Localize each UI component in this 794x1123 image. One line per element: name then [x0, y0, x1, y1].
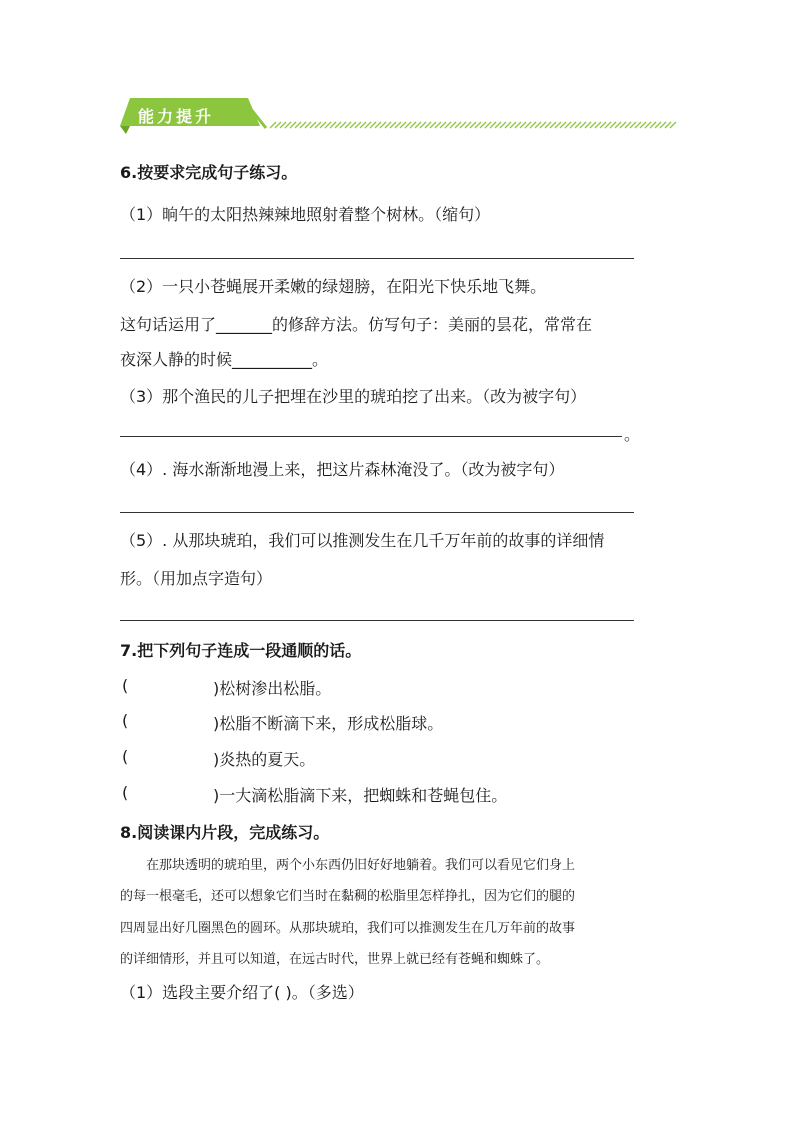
q7-open-paren: (	[122, 711, 129, 730]
q7-title: 7.把下列句子连成一段通顺的话。	[120, 641, 362, 660]
q7-item-1: )松树渗出松脂。	[213, 679, 332, 698]
banner-hatch-stripe	[270, 122, 676, 128]
q6-sentence-1: （1）晌午的太阳热辣辣地照射着整个树林。（缩句）	[120, 205, 491, 224]
q7-open-paren: (	[122, 676, 129, 695]
q6-sentence-5: （5）. 从那块琥珀，我们可以推测发生在几千万年前的故事的详细情	[120, 531, 605, 550]
q7-open-paren: (	[122, 747, 129, 766]
section-title: 能力提升	[138, 107, 215, 126]
answer-line-3[interactable]	[120, 436, 622, 437]
q7-item-4: )一大滴松脂滴下来，把蜘蛛和苍蝇包住。	[213, 786, 508, 805]
answer-line-4[interactable]	[120, 512, 634, 513]
banner-tab-tail	[120, 126, 130, 134]
passage-line: 的详细情形，并且可以知道，在远古时代，世界上就已经有苍蝇和蜘蛛了。	[120, 952, 550, 967]
q6-sentence-3: （3）那个渔民的儿子把埋在沙里的琥珀挖了出来。（改为被字句）	[120, 387, 587, 406]
q7-open-paren: (	[122, 783, 129, 802]
passage-line: 四周显出好几圈黑色的圆环。从那块琥珀，我们可以推测发生在几万年前的故事	[120, 921, 576, 936]
q8-title: 8.阅读课内片段，完成练习。	[120, 823, 330, 842]
passage-line: 的每一根毫毛，还可以想象它们当时在黏稠的松脂里怎样挣扎，因为它们的腿的	[120, 889, 576, 904]
q6-title: 6.按要求完成句子练习。	[120, 163, 298, 182]
q6-sentence-2: （2）一只小苍蝇展开柔嫩的绿翅膀，在阳光下快乐地飞舞。	[120, 277, 547, 296]
q6-sentence-4: （4）. 海水渐渐地漫上来，把这片森林淹没了。（改为被字句）	[120, 460, 565, 479]
passage-line: 在那块透明的琥珀里，两个小东西仍旧好好地躺着。我们可以看见它们身上	[146, 858, 576, 873]
q8-sub-question-1: （1）选段主要介绍了( )。（多选）	[120, 983, 364, 1002]
q7-item-2: )松脂不断滴下来，形成松脂球。	[213, 714, 444, 733]
answer-line-1[interactable]	[120, 258, 634, 259]
q6-sentence-2-task: 这句话运用了_______的修辞方法。仿写句子：美丽的昙花，常常在	[120, 315, 593, 334]
q6-sentence-5-cont: 形。（用加点字造句）	[120, 569, 273, 588]
q6-sentence-2-task-cont: 夜深人静的时候__________。	[120, 350, 329, 369]
q7-item-3: )炎热的夏天。	[213, 750, 316, 769]
answer-line-5[interactable]	[120, 620, 634, 621]
answer-line-3-period: 。	[624, 425, 641, 444]
